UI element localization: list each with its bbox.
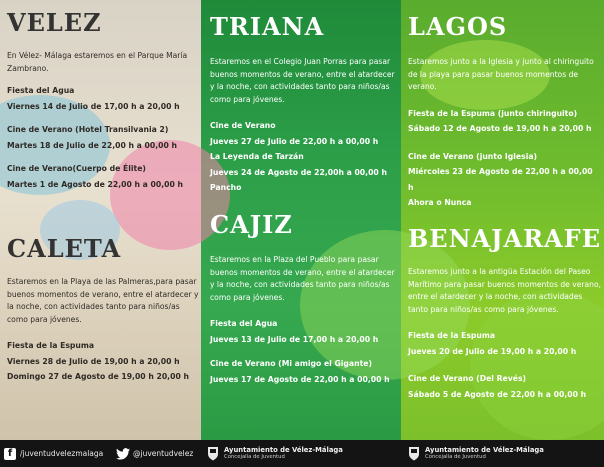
event-name: Cine de Verano (Del Revés) [408, 374, 527, 383]
footer-bar [0, 440, 604, 467]
event-film: Pancho [210, 183, 242, 192]
org-logo-1 [207, 444, 343, 463]
benajarafe-title: BENAJARAFE [408, 224, 602, 253]
benajarafe-description: Estaremos junto a la antigüa Estación del Paseo Marítimo para pasar buenos momentos de verano, entre el atardecer y la noche, con actividades tanto para niños/as como para jóvenes. [408, 267, 602, 314]
velez-event [7, 83, 197, 114]
event-name: Cine de Verano(Cuerpo de Élite) [7, 164, 146, 173]
event-name: Cine de Verano (junto Iglesia) [408, 151, 538, 161]
cajiz-event [210, 356, 398, 387]
event-date: Jueves 27 de Julio de 22,00 h a 00,00 h [210, 136, 379, 146]
coat-of-arms-icon [207, 446, 219, 461]
twitter-link[interactable] [116, 444, 193, 463]
twitter-icon [116, 448, 130, 460]
velez-description: En Vélez- Málaga estaremos en el Parque María Zambrano. [7, 51, 188, 73]
velez-event [7, 161, 197, 192]
triana-title: TRIANA [210, 12, 325, 41]
event-date: Sábado 12 de Agosto de 19,00 h a 20,00 h [408, 124, 592, 133]
caleta-section [7, 236, 199, 385]
lagos-event [408, 149, 600, 211]
facebook-handle: /juventudvelezmalaga [20, 449, 104, 458]
org-subtitle: Concejalía de Juventud [425, 454, 486, 460]
caleta-description: Estaremos en la Playa de las Palmeras,para pasar buenos momentos de verano, entre el atardecer y la noche, con actividades tanto para niños/as como para jóvenes. [7, 277, 199, 324]
lagos-section [408, 14, 600, 211]
event-date: Jueves 17 de Agosto de 22,00 h a 00,00 h [210, 374, 390, 384]
event-date: Viernes 14 de Julio de 17,00 h a 20,00 h [7, 101, 180, 111]
cajiz-description: Estaremos en la Plaza del Pueblo para pasar buenos momentos de verano, entre el atardecer y la noche, con actividades tanto para niños/as como para jóvenes. [210, 255, 395, 302]
event-date: Jueves 24 de Agosto de 22,00h a 00,00 h [210, 167, 387, 177]
event-name: Cine de Verano (Hotel Transilvania 2) [7, 125, 169, 134]
benajarafe-section [408, 226, 602, 402]
event-name: Fiesta del Agua [7, 86, 75, 95]
caleta-title: CALETA [7, 234, 122, 263]
triana-event [210, 118, 398, 196]
triana-description: Estaremos en el Colegio Juan Porras para pasar buenos momentos de verano, entre el atardecer y la noche, con actividades tanto para niños/as como para jóvenes. [210, 57, 395, 104]
event-date: Martes 18 de Julio de 22,00 h a 00,00 h [7, 140, 177, 150]
cajiz-title: CAJIZ [210, 210, 293, 239]
event-film: La Leyenda de Tarzán [210, 152, 304, 161]
benajarafe-event [408, 328, 602, 359]
coat-of-arms-icon [408, 446, 420, 461]
event-date: Miércoles 23 de Agosto de 22,00 h a 00,00 h [408, 167, 593, 192]
org-name: Ayuntamiento de Vélez-Málaga [425, 446, 544, 454]
lagos-title: LAGOS [408, 12, 508, 41]
cajiz-event [210, 316, 398, 347]
velez-event [7, 122, 197, 153]
event-name: Cine de Verano [210, 121, 276, 130]
event-name: Cine de Verano (Mi amigo el Gigante) [210, 359, 372, 368]
facebook-link[interactable] [4, 444, 103, 463]
benajarafe-event [408, 371, 602, 402]
caleta-event [7, 338, 199, 385]
velez-section [7, 10, 197, 192]
event-date: Jueves 13 de Julio de 17,00 h a 20,00 h [210, 334, 379, 344]
event-date: Sábado 5 de Agosto de 22,00 h a 00,00 h [408, 389, 587, 399]
triana-section [210, 14, 398, 196]
org-name: Ayuntamiento de Vélez-Málaga [224, 446, 343, 454]
event-date: Domingo 27 de Agosto de 19,00 h 20,00 h [7, 372, 189, 381]
event-name: Fiesta del Agua [210, 319, 278, 328]
event-name: Fiesta de la Espuma (junto chiringuito) [408, 108, 578, 118]
event-film: Ahora o Nunca [408, 198, 472, 207]
event-date: Martes 1 de Agosto de 22,00 h a 00,00 h [7, 179, 183, 189]
lagos-event [408, 106, 600, 137]
velez-title: VELEZ [7, 8, 102, 37]
org-subtitle: Concejalía de Juventud [224, 454, 285, 460]
twitter-handle: @juventudvelez [133, 449, 194, 458]
facebook-icon: f [4, 448, 16, 460]
event-date: Viernes 28 de Julio de 19,00 h a 20,00 h [7, 356, 180, 366]
event-name: Fiesta de la Espuma [7, 341, 95, 350]
org-logo-2 [408, 444, 544, 463]
event-date: Jueves 20 de Julio de 19,00 h a 20,00 h [408, 346, 577, 356]
lagos-description: Estaremos junto a la Iglesia y junto al chiringuito de la playa para pasar buenos momentos de verano. [408, 57, 594, 91]
event-name: Fiesta de la Espuma [408, 331, 496, 340]
cajiz-section [210, 212, 398, 387]
